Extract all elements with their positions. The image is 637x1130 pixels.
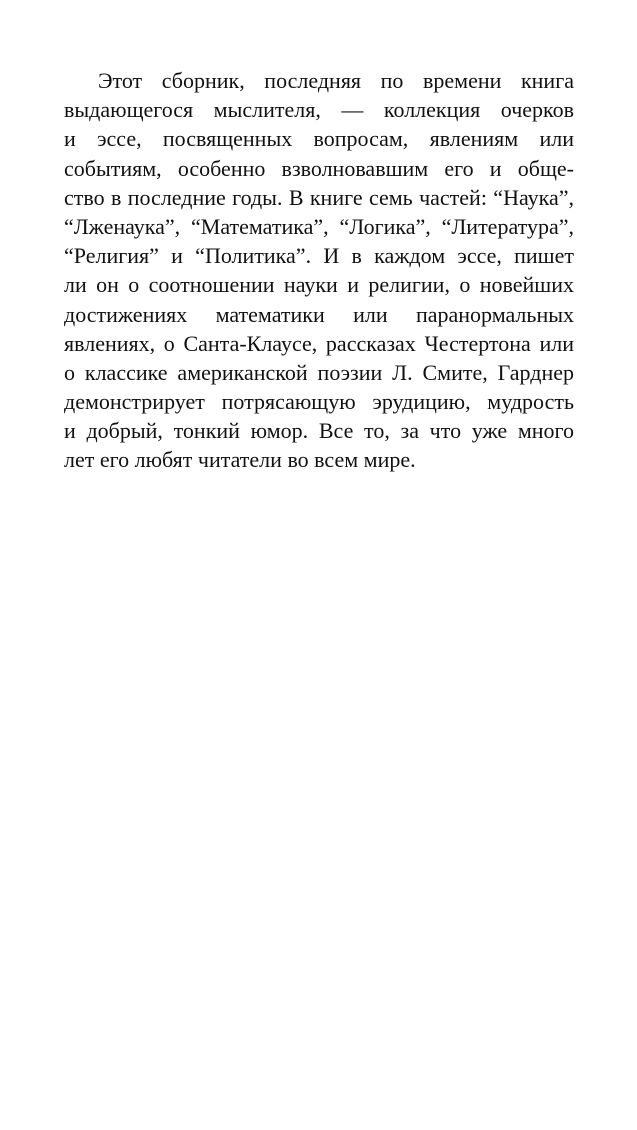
paragraph-line: “Лженаука”, “Математика”, “Логика”, “Литература”, (64, 213, 574, 239)
paragraph-line: достижениях математики или паранормальных (64, 301, 574, 327)
paragraph-line: выдающегося мыслителя, — коллекция очерков (64, 97, 574, 123)
paragraph-line: ли он о соотношении науки и религии, о новейших (64, 272, 574, 298)
paragraph-line: событиям, особенно взволновавшим его и обще- (64, 155, 574, 181)
paragraph-line: явлениях, о Санта-Клаусе, рассказах Честертона или (64, 330, 574, 356)
paragraph-line: и добрый, тонкий юмор. Все то, за что уже много (64, 418, 574, 444)
paragraph-line: ство в последние годы. В книге семь частей: “Наука”, (64, 184, 574, 210)
paragraph-line: демонстрирует потрясающую эрудицию, мудрость (64, 389, 574, 415)
paragraph-line: Этот сборник, последняя по времени книга (98, 68, 574, 93)
paragraph-line: лет его любят читатели во всем мире. (64, 447, 416, 473)
paragraph-line: о классике американской поэзии Л. Смите, Гарднер (64, 359, 574, 385)
annotation-paragraph (64, 66, 574, 475)
paragraph-line: “Религия” и “Политика”. И в каждом эссе, пишет (64, 243, 574, 269)
paragraph-line: и эссе, посвященных вопросам, явлениям или (64, 126, 574, 152)
